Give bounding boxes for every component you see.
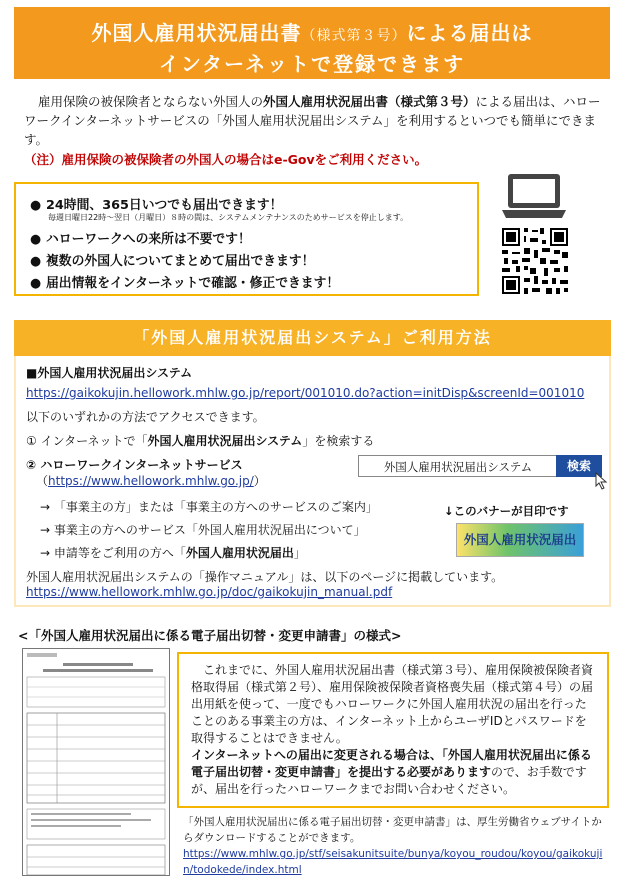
hellowork-url-link[interactable]: https://www.hellowork.mhlw.go.jp/ bbox=[48, 474, 254, 488]
form-section-heading: <「外国人雇用状況届出に係る電子届出切替・変更申請書」の様式> bbox=[18, 628, 402, 643]
page-header bbox=[14, 7, 610, 79]
footer-note bbox=[183, 814, 603, 878]
system-url-link[interactable]: https://gaikokujin.hellowork.mhlw.go.jp/report/001010.do?action=initDisp&screenId=001010 bbox=[26, 386, 585, 400]
header-title-line2: インターネットで登録できます bbox=[158, 52, 466, 76]
notice-paragraph-1: これまでに、外国人雇用状況届出書（様式第３号）、雇用保険被保険者資格取得届（様式第２号）、雇用保険被保険者資格喪失届（様式第４号）の届出用紙を使って、一度でもハローワークに外国人雇用状況の届出を行ったことのある事業主の方は、インターネット上からユーザIDとパスワードを取得することはできません。 bbox=[191, 663, 594, 745]
step-1: → 「事業主の方」または「事業主の方へのサービスのご案内」 bbox=[40, 500, 378, 514]
form-lines-graphic bbox=[23, 649, 170, 876]
egov-warning: （注）雇用保険の被保険者の外国人の場合はe-Govをご利用ください。 bbox=[24, 152, 428, 167]
footer-text: 「外国人雇用状況届出に係る電子届出切替・変更申請書」は、厚生労働省ウェブサイトからダウンロードすることができます。 bbox=[183, 816, 602, 844]
feature-item: ● 24時間、365日いつでも届出できます！ bbox=[30, 198, 283, 213]
features-box bbox=[14, 182, 479, 296]
option-2: ② ハローワークインターネットサービス bbox=[26, 458, 243, 472]
step-2: → 事業主の方へのサービス「外国人雇用状況届出について」 bbox=[40, 523, 366, 537]
cursor-icon bbox=[594, 472, 610, 490]
howto-section bbox=[14, 320, 611, 607]
feature-item: ● 複数の外国人についてまとめて届出できます！ bbox=[30, 254, 315, 269]
manual-url-link[interactable]: https://www.hellowork.mhlw.go.jp/doc/gaikokujin_manual.pdf bbox=[26, 585, 393, 599]
step-3: → 申請等をご利用の方へ「外国人雇用状況届出」 bbox=[40, 546, 306, 560]
qr-code-icon[interactable] bbox=[500, 226, 570, 296]
maintenance-note: 毎週日曜日22時〜翌日（月曜日）８時の間は、システムメンテナンスのためサービスを停止します。 bbox=[48, 213, 409, 222]
system-label: ■外国人雇用状況届出システム bbox=[26, 366, 193, 380]
banner-hint: ↓このバナーが目印です bbox=[444, 504, 569, 518]
howto-title: 「外国人雇用状況届出システム」ご利用方法 bbox=[14, 320, 611, 356]
intro-paragraph: 雇用保険の被保険者とならない外国人の外国人雇用状況届出書（様式第３号）による届出は、ハローワークインターネットサービスの「外国人雇用状況届出システム」を利用するといつでも簡単にできます。 bbox=[24, 94, 601, 147]
manual-text: 外国人雇用状況届出システムの「操作マニュアル」は、以下のページに掲載しています。 bbox=[26, 570, 504, 584]
search-button[interactable]: 検索 bbox=[556, 455, 602, 477]
laptop-icon bbox=[500, 172, 568, 220]
notice-box bbox=[177, 652, 609, 808]
feature-item: ● ハローワークへの来所は不要です！ bbox=[30, 232, 251, 247]
search-input[interactable]: 外国人雇用状況届出システム bbox=[358, 455, 558, 477]
notice-paragraph-2: インターネットへの届出に変更される場合は、「外国人雇用状況届出に係る電子届出切替・変更申請書」を提出する必要がありますので、お手数ですが、届出を行ったハローワークまでお問い合わせください。 bbox=[191, 748, 592, 796]
feature-item: ● 届出情報をインターネットで確認・修正できます！ bbox=[30, 276, 340, 291]
application-form-preview bbox=[22, 648, 170, 876]
header-title-line1: 外国人雇用状況届出書（様式第３号）による届出は bbox=[91, 21, 533, 45]
option-1: ① インターネットで「外国人雇用状況届出システム」を検索する bbox=[26, 434, 375, 448]
access-intro: 以下のいずれかの方法でアクセスできます。 bbox=[26, 410, 265, 424]
system-banner[interactable]: 外国人雇用状況届出 bbox=[456, 523, 584, 557]
footer-url-link[interactable]: https://www.mhlw.go.jp/stf/seisakunitsuite/bunya/koyou_roudou/koyou/gaikokujin/todokede/index.html bbox=[183, 848, 603, 876]
option-2-url: （https://www.hellowork.mhlw.go.jp/） bbox=[36, 474, 266, 488]
